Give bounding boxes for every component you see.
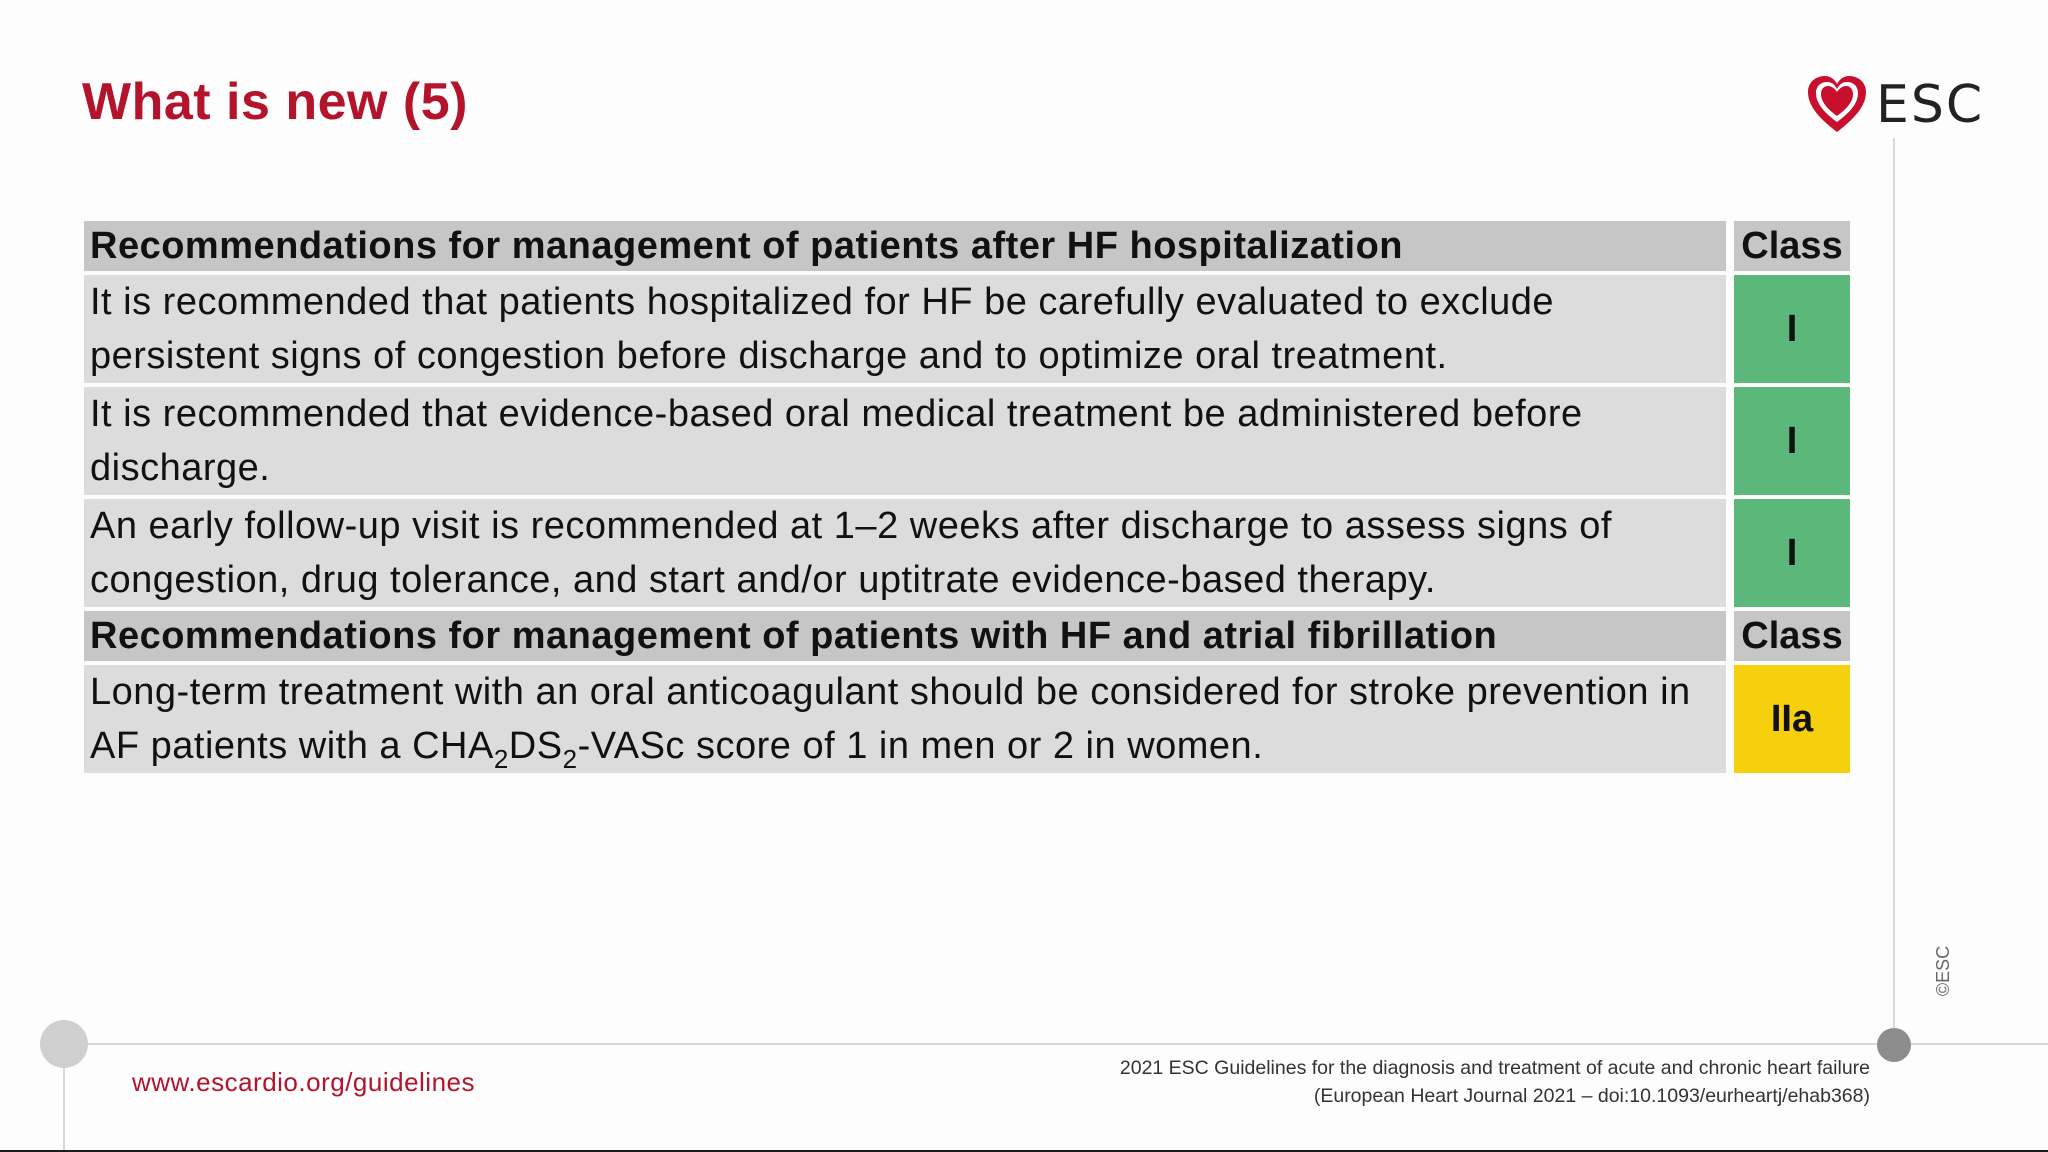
citation	[1120, 1054, 1870, 1110]
heart-logo-icon	[1806, 74, 1868, 136]
text-segment: -VASc score of 1 in men or 2 in women.	[577, 725, 1264, 767]
class-header: Class	[1734, 221, 1850, 271]
recommendations-table	[84, 221, 1850, 777]
text-segment: DS	[508, 725, 563, 767]
recommendation-text: It is recommended that patients hospitalized for HF be carefully evaluated to exclude persistent signs of congestion before discharge and to optimize oral treatment.	[84, 275, 1726, 383]
class-badge: I	[1734, 275, 1850, 383]
class-badge: I	[1734, 499, 1850, 607]
class-badge: IIa	[1734, 665, 1850, 773]
decorative-dot-left	[40, 1020, 88, 1068]
guidelines-link[interactable]: www.escardio.org/guidelines	[132, 1067, 476, 1097]
table-header-row	[84, 611, 1850, 661]
subscript: 2	[562, 744, 578, 774]
table-row	[84, 387, 1850, 495]
horizontal-divider	[64, 1043, 2048, 1045]
recommendation-text: It is recommended that evidence-based oral medical treatment be administered before discharge.	[84, 387, 1726, 495]
class-badge: I	[1734, 387, 1850, 495]
citation-line-2: (European Heart Journal 2021 – doi:10.1093/eurheartj/ehab368)	[1313, 1085, 1870, 1107]
recommendation-text	[84, 665, 1726, 773]
table-row	[84, 275, 1850, 383]
table-row	[84, 665, 1850, 773]
decorative-dot-right	[1877, 1028, 1911, 1062]
section-header: Recommendations for management of patients with HF and atrial fibrillation	[84, 611, 1726, 661]
table-row	[84, 499, 1850, 607]
esc-logo	[1806, 72, 1984, 138]
logo-text: ESC	[1876, 75, 1985, 135]
table-header-row	[84, 221, 1850, 271]
text-segment: Long-term treatment with an oral anticoagulant should be considered for stroke prevention in AF patients with a CHA	[90, 671, 1691, 767]
recommendation-text: An early follow-up visit is recommended at 1–2 weeks after discharge to assess signs of congestion, drug tolerance, and start and/or uptitrate evidence-based therapy.	[84, 499, 1726, 607]
section-header: Recommendations for management of patients after HF hospitalization	[84, 221, 1726, 271]
citation-line-1: 2021 ESC Guidelines for the diagnosis and treatment of acute and chronic heart failure	[1119, 1057, 1870, 1079]
slide-title: What is new (5)	[82, 73, 468, 131]
vertical-divider	[1893, 138, 1895, 1043]
class-header: Class	[1734, 611, 1850, 661]
copyright-label: ©ESC	[1933, 945, 1953, 997]
subscript: 2	[493, 744, 509, 774]
